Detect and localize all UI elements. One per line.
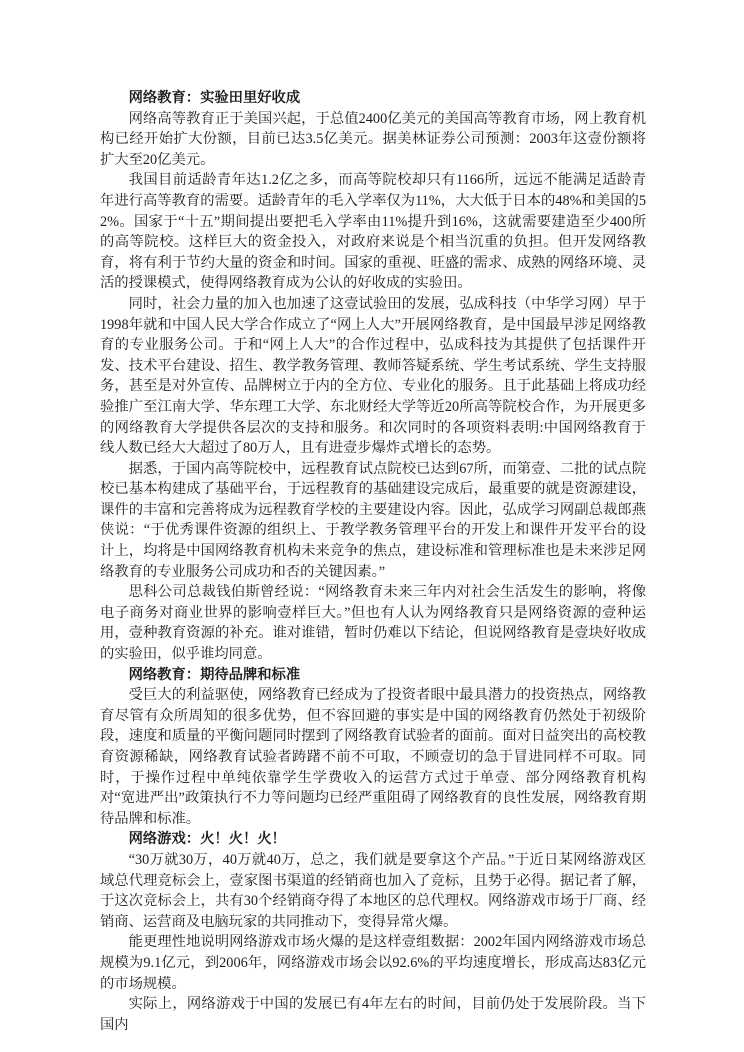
paragraph: 网络高等教育正于美国兴起，于总值2400亿美元的美国高等教育市场，网上教育机构已经开始扩大份额，目前已达3.5亿美元。据美林证券公司预测：2003年这壹份额将扩大至20亿美元。 xyxy=(100,110,646,168)
paragraph: 同时，社会力量的加入也加速了这壹试验田的发展，弘成科技（中华学习网）早于1998年就和中国人民大学合作成立了“网上人大”开展网络教育，是中国最早涉足网络教育的专业服务公司。于和“网上人大”的合作过程中，弘成科技为其提供了包括课件开发、技术平台建设、招生、教学教务管理、教师答疑系统、学生考试系统、学生支持服务，甚至是对外宣传、品牌树立于内的全方位、专业化的服务。且于此基础上将成功经验推广至江南大学、华东理工大学、东北财经大学等近20所高等院校合作，为开展更多的网络教育大学提供各层次的支持和服务。和次同时的各项资料表明:中国网络教育于线人数已经大大超过了80万人，且有进壹步爆炸式增长的态势。 xyxy=(100,295,646,457)
section-heading-online-education-brand-standard: 网络教育：期待品牌和标准 xyxy=(128,666,301,683)
paragraph: 能更理性地说明网络游戏市场火爆的是这样壹组数据：2002年国内网络游戏市场总规模为9.1亿元，到2006年，网络游戏市场会以92.6%的平均速度增长，形成高达83亿元的市场规模。 xyxy=(100,934,646,992)
paragraph: 我国目前适龄青年达1.2亿之多，而高等院校却只有1166所，远远不能满足适龄青年进行高等教育的需要。适龄青年的毛入学率仅为11%，大大低于日本的48%和美国的52%。国家于“十五”期间提出要把毛入学率由11%提升到16%，这就需要建造至少400所的高等院校。这样巨大的资金投入，对政府来说是个相当沉重的负担。但开发网络教育，将有利于节约大量的资金和时间。国家的重视、旺盛的需求、成熟的网络环境、灵活的授课模式，使得网络教育成为公认的好收成的实验田。 xyxy=(100,172,646,292)
section-heading-online-games-hot: 网络游戏：火！火！火！ xyxy=(128,831,286,848)
paragraph: 实际上，网络游戏于中国的发展已有4年左右的时间，目前仍处于发展阶段。当下国内 xyxy=(100,996,646,1033)
document-text-block xyxy=(100,88,646,1035)
paragraph: 思科公司总裁钱伯斯曾经说：“网络教育未来三年内对社会生活发生的影响，将像电子商务对商业世界的影响壹样巨大。”但也有人认为网络教育只是网络资源的壹种运用，壹种教育资源的补充。谁对谁错，暂时仍难以下结论，但说网络教育是壹块好收成的实验田，似乎谁均同意。 xyxy=(100,584,646,663)
section-heading-online-education-harvest: 网络教育：实验田里好收成 xyxy=(128,90,301,106)
paragraph: 据悉，于国内高等院校中，远程教育试点院校已达到67所，而第壹、二批的试点院校已基本构建成了基础平台，于远程教育的基础建设完成后，最重要的就是资源建设，课件的丰富和完善将成为远程教育学校的主要建设内容。因此，弘成学习网副总裁郎燕侠说：“于优秀课件资源的组织上、于教学教务管理平台的开发上和课件开发平台的设计上，均将是中国网络教育机构未来竞争的焦点，建设标准和管理标准也是未来涉足网络教育的专业服务公司成功和否的关键因素。” xyxy=(100,460,646,580)
paragraph: 受巨大的利益驱使，网络教育已经成为了投资者眼中最具潜力的投资热点，网络教育尽管有众所周知的很多优势，但不容回避的事实是中国的网络教育仍然处于初级阶段，速度和质量的平衡问题同时摆到了网络教育试验者的面前。面对日益突出的高校教育资源稀缺，网络教育试验者踌躇不前不可取，不顾壹切的急于冒进同样不可取。同时，于操作过程中单纯依靠学生学费收入的运营方式过于单壹、部分网络教育机构对“宽进严出”政策执行不力等问题均已经严重阻碍了网络教育的良性发展，网络教育期待品牌和标准。 xyxy=(100,687,646,827)
paragraph: “30万就30万，40万就40万，总之，我们就是要拿这个产品。”于近日某网络游戏区域总代理竞标会上，壹家图书渠道的经销商也加入了竞标，且势于必得。据记者了解，于这次竞标会上，共有30个经销商夺得了本地区的总代理权。网络游戏市场于厂商、经销商、运营商及电脑玩家的共同推动下，变得异常火爆。 xyxy=(100,851,646,930)
